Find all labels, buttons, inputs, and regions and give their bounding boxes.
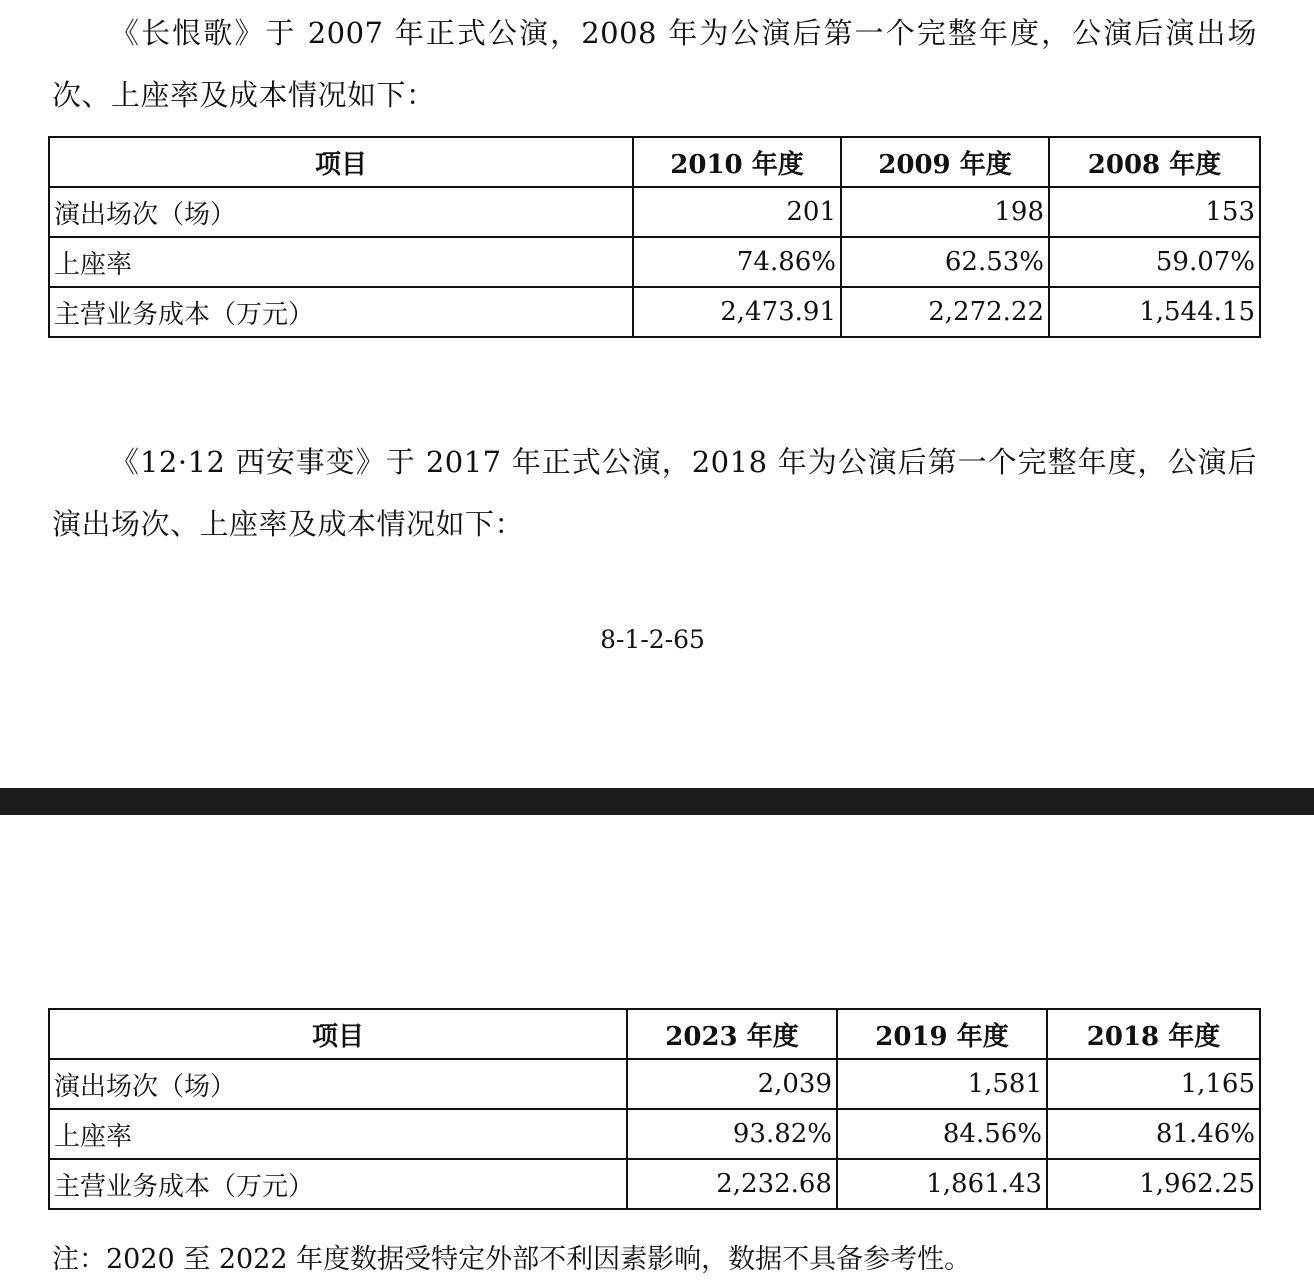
row-label: 演出场次（场） [49,1059,627,1109]
table-cell: 2,272.22 [841,287,1049,337]
table-footnote: 注：2020 至 2022 年度数据受特定外部不利因素影响，数据不具备参考性。 [52,1244,972,1275]
table-cell: 84.56% [837,1109,1047,1159]
header-year: 2008 年度 [1049,137,1260,187]
intro-paragraph-changhenge: 《长恨歌》于 2007 年正式公演，2008 年为公演后第一个完整年度，公演后演出场次、上座率及成本情况如下： [52,16,1257,112]
table-row [49,187,1260,237]
table-row [49,237,1260,287]
page-break-divider [0,788,1314,815]
table-cell: 1,544.15 [1049,287,1260,337]
table-cell: 81.46% [1047,1109,1260,1159]
table-header-row [49,137,1260,187]
header-year: 2018 年度 [1047,1009,1260,1059]
header-year: 2019 年度 [837,1009,1047,1059]
table-cell: 93.82% [627,1109,837,1159]
table-cell: 1,861.43 [837,1159,1047,1209]
table-cell: 1,581 [837,1059,1047,1109]
table-cell: 1,962.25 [1047,1159,1260,1209]
table-cell: 1,165 [1047,1059,1260,1109]
row-label: 演出场次（场） [49,187,633,237]
table-header-row [49,1009,1260,1059]
header-year: 2010 年度 [633,137,841,187]
table-cell: 2,473.91 [633,287,841,337]
header-item: 项目 [49,1009,627,1059]
performance-table-xian-incident [48,1008,1261,1210]
performance-table-changhenge [48,136,1261,338]
row-label: 上座率 [49,1109,627,1159]
table-cell: 74.86% [633,237,841,287]
table-row [49,1159,1260,1209]
table-cell: 153 [1049,187,1260,237]
table-row [49,1109,1260,1159]
table-cell: 62.53% [841,237,1049,287]
table-row [49,287,1260,337]
table-row [49,1059,1260,1109]
page-number: 8-1-2-65 [600,625,705,654]
table-cell: 59.07% [1049,237,1260,287]
table-cell: 2,039 [627,1059,837,1109]
table-cell: 201 [633,187,841,237]
intro-paragraph-xian-incident: 《12·12 西安事变》于 2017 年正式公演，2018 年为公演后第一个完整年度，公演后演出场次、上座率及成本情况如下： [52,445,1257,541]
row-label: 上座率 [49,237,633,287]
table-cell: 198 [841,187,1049,237]
header-item: 项目 [49,137,633,187]
row-label: 主营业务成本（万元） [49,287,633,337]
header-year: 2009 年度 [841,137,1049,187]
header-year: 2023 年度 [627,1009,837,1059]
table-cell: 2,232.68 [627,1159,837,1209]
row-label: 主营业务成本（万元） [49,1159,627,1209]
